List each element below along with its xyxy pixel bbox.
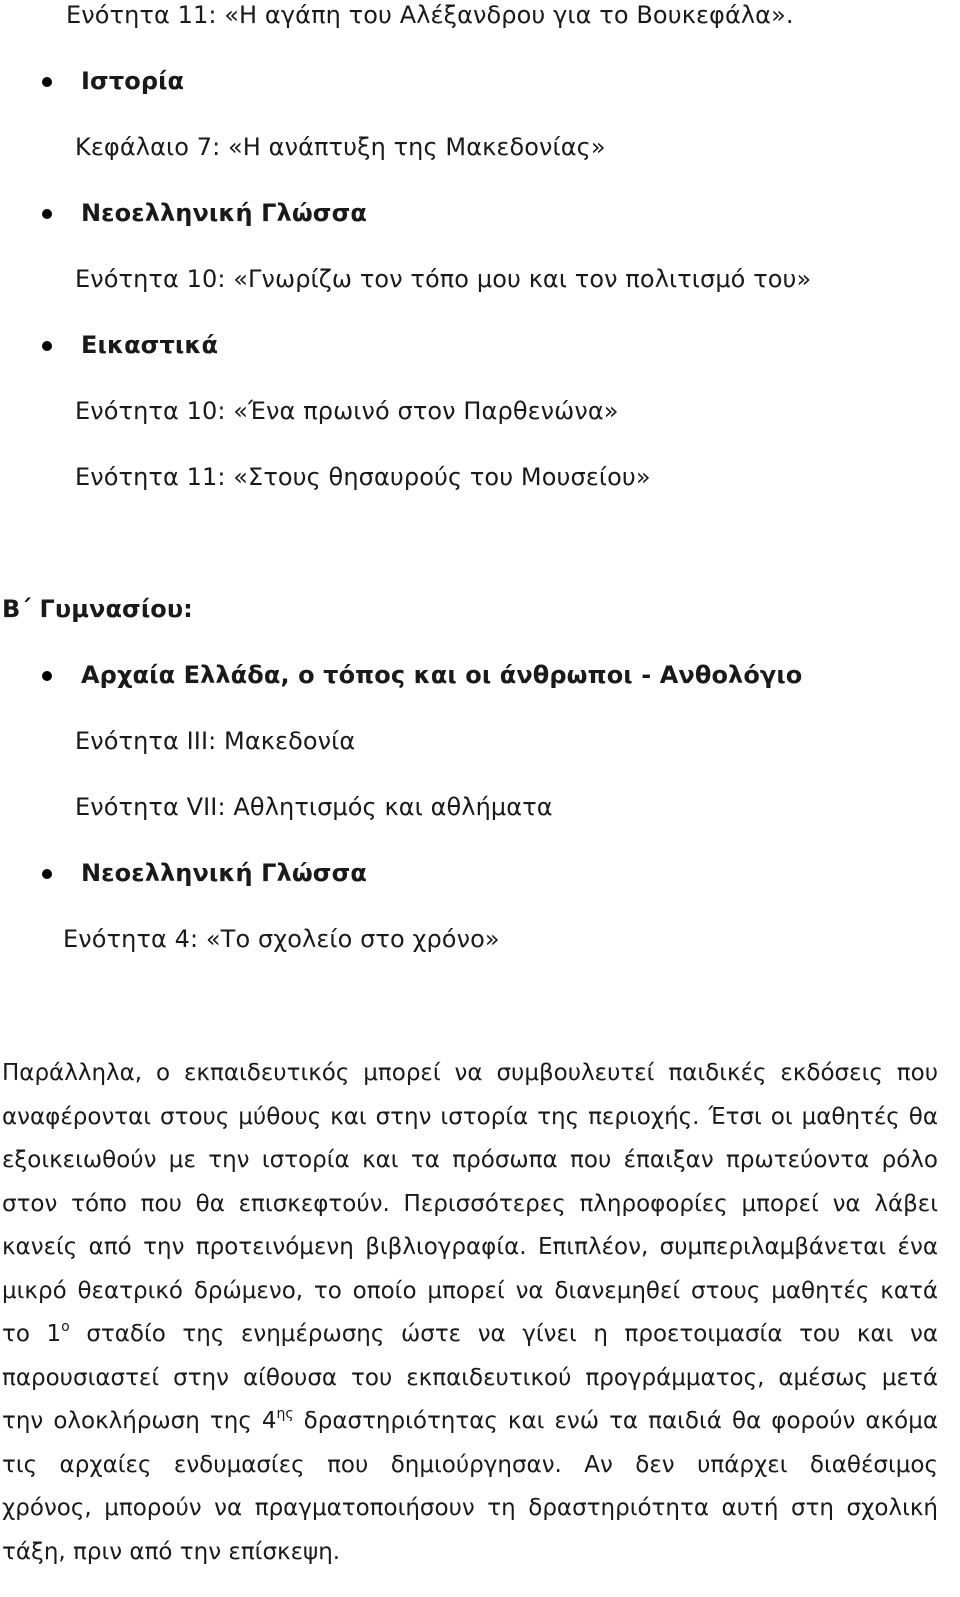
subject-visual-arts: Εικαστικά [81,331,219,359]
paragraph-line: εξοικειωθούν με την ιστορία και τα πρόσωπα που έπαιξαν πρωτεύοντα ρόλο [2,1147,938,1173]
body-paragraph [2,1058,938,1580]
paragraph-line [2,1406,938,1450]
paragraph-line [2,1319,938,1363]
paragraph-line: τάξη, πριν από την επίσκεψη. [2,1538,341,1565]
paragraph-line: Παράλληλα, ο εκπαιδευτικός μπορεί να συμβουλευτεί παιδικές εκδόσεις που [2,1060,938,1086]
bullet-icon [42,209,52,219]
unit-10-place-line: Ενότητα 10: «Γνωρίζω τον τόπο μου και τον πολιτισμό του» [75,265,812,293]
ordinal-superscript: ης [276,1406,294,1422]
unit-10-parthenon-line: Ενότητα 10: «Ένα πρωινό στον Παρθενώνα» [75,397,619,425]
subject-modern-greek-1: Νεοελληνική Γλώσσα [81,199,367,227]
unit-11-alexander-line: Ενότητα 11: «Η αγάπη του Αλέξανδρου για το Βουκεφάλα». [66,1,794,29]
ordinal-superscript: ο [61,1319,70,1335]
bullet-icon [42,671,52,681]
chapter-7-line: Κεφάλαιο 7: «Η ανάπτυξη της Μακεδονίας» [75,133,606,161]
unit-4-line: Ενότητα 4: «Το σχολείο στο χρόνο» [63,925,500,953]
bullet-icon [42,869,52,879]
unit-11-museum-line: Ενότητα 11: «Στους θησαυρούς του Μουσείου» [75,463,651,491]
paragraph-line: χρόνος, μπορούν να πραγματοποιήσουν τη δραστηριότητα αυτή στη σχολική [2,1495,938,1521]
paragraph-line: στον τόπο που θα επισκεφτούν. Περισσότερες πληροφορίες μπορεί να λάβει [2,1190,938,1217]
section-heading-b-gymnasiou: Β΄ Γυμνασίου: [2,595,193,623]
bullet-icon [42,341,52,351]
subject-modern-greek-2: Νεοελληνική Γλώσσα [81,859,367,887]
paragraph-text: δραστηριότητας και ενώ τα παιδιά θα φορούν ακόμα [293,1408,939,1434]
subject-history: Ιστορία [81,67,185,95]
paragraph-line: κανείς από την προτεινόμενη βιβλιογραφία. Επιπλέον, συμπεριλαμβάνεται ένα [2,1234,938,1260]
paragraph-line: μικρό θεατρικό δρώμενο, το οποίο μπορεί να διανεμηθεί στους μαθητές κατά [2,1277,938,1304]
bullet-icon [42,77,52,87]
paragraph-text: το 1 [2,1321,62,1347]
unit-vii-line: Ενότητα VII: Αθλητισμός και αθλήματα [75,793,553,821]
paragraph-text: σταδίο της ενημέρωσης ώστε να γίνει η προετοιμασία του και να [69,1321,938,1347]
paragraph-line: αναφέρονται στους μύθους και στην ιστορία της περιοχής. Έτσι οι μαθητές θα [2,1103,938,1130]
unit-iii-line: Ενότητα ΙΙΙ: Μακεδονία [75,727,356,755]
subject-ancient-greece: Αρχαία Ελλάδα, ο τόπος και οι άνθρωποι - Ανθολόγιο [81,661,803,689]
paragraph-text: την ολοκλήρωση της 4 [2,1408,277,1434]
paragraph-line: παρουσιαστεί στην αίθουσα του εκπαιδευτικού προγράμματος, αμέσως μετά [2,1364,938,1391]
paragraph-line: τις αρχαίες ενδυμασίες που δημιούργησαν. Αν δεν υπάρχει διαθέσιμος [2,1451,938,1478]
